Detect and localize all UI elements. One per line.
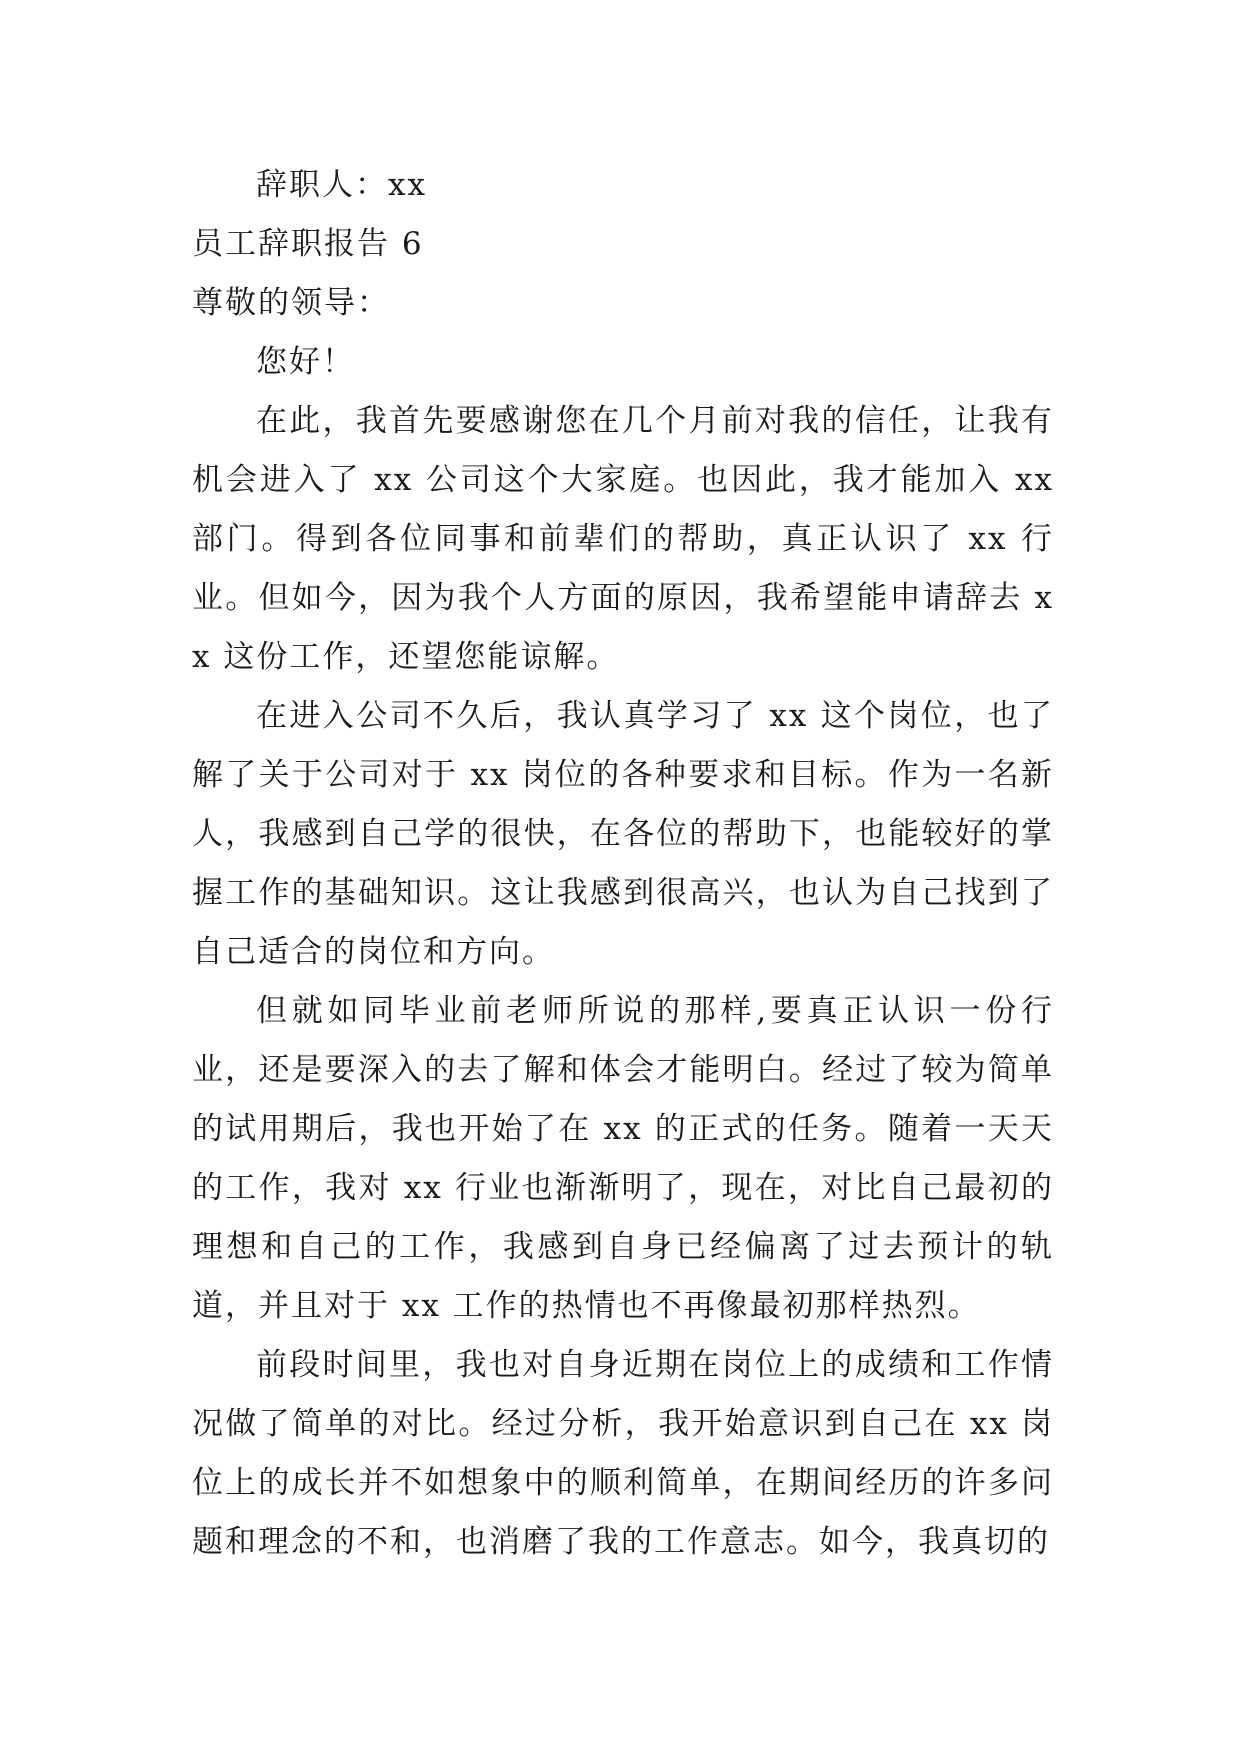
paragraph-1: 在此，我首先要感谢您在几个月前对我的信任，让我有机会进入了 xx 公司这个大家庭。也因此，我才能加入 xx 部门。得到各位同事和前辈们的帮助，真正认识了 xx 行业。但如今，因为我个人方面的原因，我希望能申请辞去 xx 这份工作，还望您能谅解。 [192, 403, 1054, 675]
signature-name: xx [388, 167, 427, 203]
paragraph-4: 前段时间里，我也对自身近期在岗位上的成绩和工作情况做了简单的对比。经过分析，我开始意识到自己在 xx 岗位上的成长并不如想象中的顺利简单，在期间经历的许多问题和理念的不和，也消磨了我的工作意志。如今，我真切的 [192, 1347, 1054, 1560]
paragraph-2: 在进入公司不久后，我认真学习了 xx 这个岗位，也了解了关于公司对于 xx 岗位的各种要求和目标。作为一名新人，我感到自己学的很快，在各位的帮助下，也能较好的掌握工作的基础知识。这让我感到很高兴，也认为自己找到了自己适合的岗位和方向。 [192, 698, 1054, 970]
document-heading: 员工辞职报告 6 [192, 226, 424, 262]
salutation: 尊敬的领导： [192, 285, 390, 321]
paragraph-3: 但就如同毕业前老师所说的那样,要真正认识一份行业，还是要深入的去了解和体会才能明白。经过了较为简单的试用期后，我也开始了在 xx 的正式的任务。随着一天天的工作，我对 xx 行业也渐渐明了，现在，对比自己最初的理想和自己的工作，我感到自身已经偏离了过去预计的轨道，并且对于 xx 工作的热情也不再像最初那样热烈。 [192, 993, 1054, 1324]
signature-line [192, 156, 1054, 215]
signature-label: 辞职人： [256, 167, 388, 203]
greeting: 您好！ [256, 344, 355, 380]
document-body [192, 156, 1054, 1572]
